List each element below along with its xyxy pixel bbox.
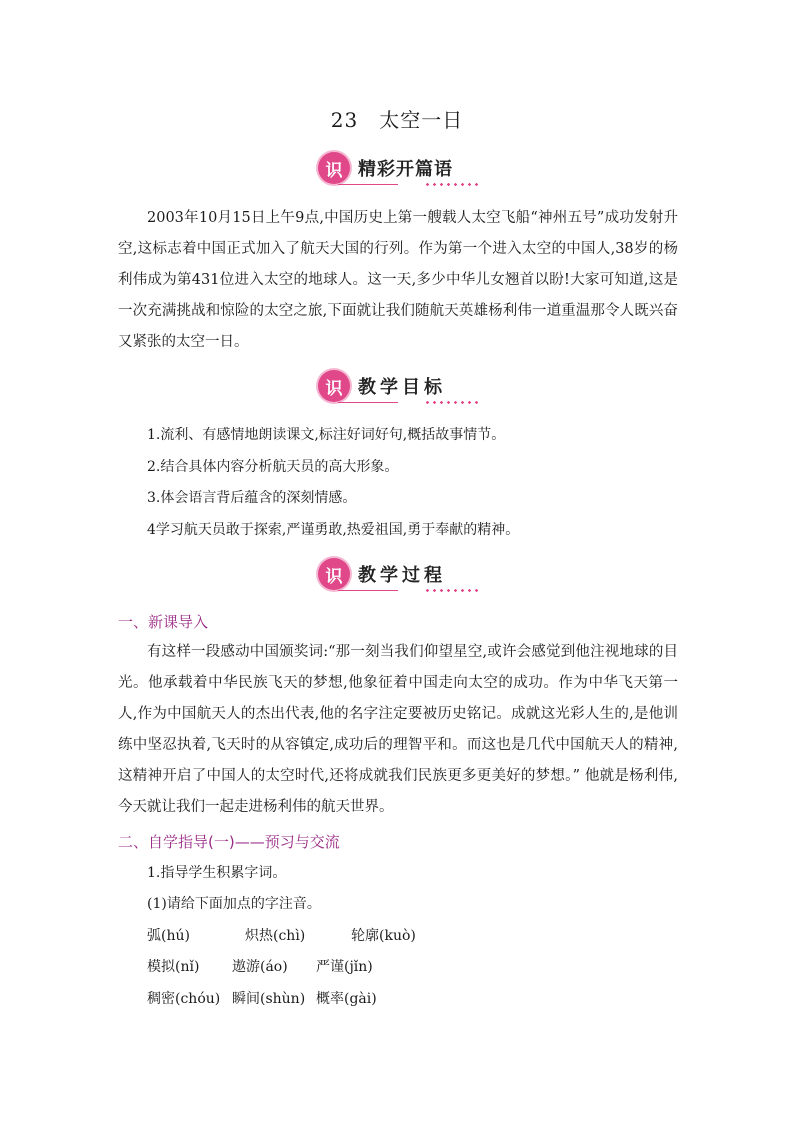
instruction-subitem: (1)请给下面加点的字注音。 xyxy=(147,896,321,912)
lesson-intro-paragraph: 有这样一段感动中国颁奖词:“那一刻当我们仰望星空,或许会感觉到他注视地球的目光。他承载着中华民族飞天的梦想,他象征着中国走向太空的成功。作为中华飞天第一人,作为中国航天人的杰出代表,他的名字注定要被历史铭记。成就这光彩人生的,是他训练中坚忍执着,飞天时的从容镇定,成功后的理智平和。而这也是几代中国航天人的精神,这精神开启了中国人的太空时代,还将成就我们民族更多更美好的梦想。” 他就是杨利伟,今天就让我们一起走进杨利伟的航天世界。 xyxy=(118,644,678,815)
word-pinyin: 遨游(áo) xyxy=(232,959,288,975)
section-underline-decoration xyxy=(338,590,468,592)
section-label-process: 教学过程 xyxy=(358,565,446,586)
section-badge-icon: 识 xyxy=(318,558,350,590)
section-underline-decoration xyxy=(338,402,468,404)
section-badge-icon: 识 xyxy=(318,152,350,184)
goal-item: 2.结合具体内容分析航天员的高大形象。 xyxy=(147,459,399,475)
section-label-intro: 精彩开篇语 xyxy=(358,159,453,180)
word-pinyin: 轮廓(kuò) xyxy=(351,928,416,944)
page-title: 23 太空一日 xyxy=(330,108,464,132)
goal-item: 1.流利、有感情地朗读课文,标注好词好句,概括故事情节。 xyxy=(147,427,506,443)
section-header-process xyxy=(318,554,446,594)
section-header-intro xyxy=(318,148,453,188)
word-pinyin: 稠密(chóu) xyxy=(147,991,221,1007)
section-label-goals: 教学目标 xyxy=(358,377,446,398)
word-row xyxy=(147,956,373,976)
word-pinyin: 严谨(jǐn) xyxy=(316,959,373,975)
word-pinyin: 模拟(nǐ) xyxy=(147,959,200,975)
goal-item: 4学习航天员敢于探索,严谨勇敢,热爱祖国,勇于奉献的精神。 xyxy=(147,522,520,538)
goal-item: 3.体会语言背后蕴含的深刻情感。 xyxy=(147,490,357,506)
section-underline-decoration xyxy=(338,184,468,186)
word-pinyin: 炽热(chì) xyxy=(245,928,306,944)
word-row xyxy=(147,925,416,945)
subheading-new-lesson: 一、新课导入 xyxy=(118,613,209,631)
section-header-goals xyxy=(318,366,446,406)
subheading-self-study: 二、自学指导(一)——预习与交流 xyxy=(118,833,340,851)
instruction-item: 1.指导学生积累字词。 xyxy=(147,865,287,881)
word-pinyin: 瞬间(shùn) xyxy=(232,991,306,1007)
word-pinyin: 弧(hú) xyxy=(147,928,190,944)
section-badge-icon: 识 xyxy=(318,370,350,402)
word-row xyxy=(147,988,377,1008)
word-pinyin: 概率(gài) xyxy=(316,991,377,1007)
intro-paragraph: 2003年10月15日上午9点,中国历史上第一艘载人太空飞船“神州五号”成功发射升空,这标志着中国正式加入了航天大国的行列。作为第一个进入太空的中国人,38岁的杨利伟成为第431位进入太空的地球人。这一天,多少中华儿女翘首以盼!大家可知道,这是一次充满挑战和惊险的太空之旅,下面就让我们随航天英雄杨利伟一道重温那令人既兴奋又紧张的太空一日。 xyxy=(118,210,678,350)
